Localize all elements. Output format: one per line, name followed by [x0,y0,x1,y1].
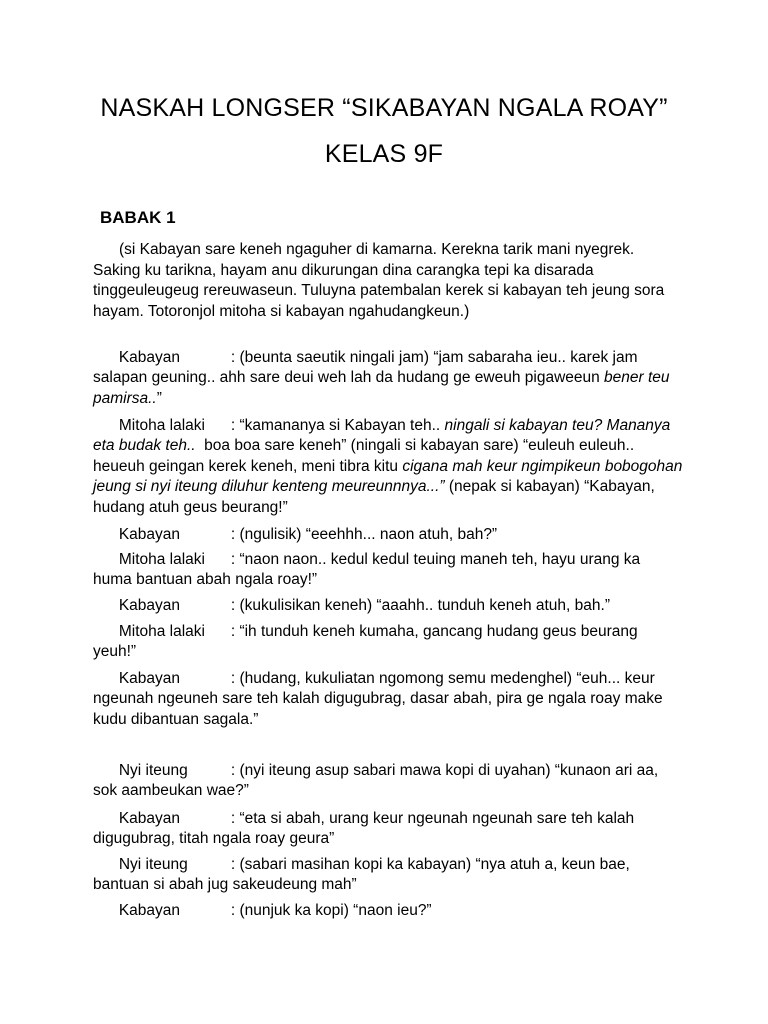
dialogue-line: Kabayan : (nunjuk ka kopi) “naon ieu?” [93,880,683,942]
dialogue-line: Mitoha lalaki : “ih tunduh keneh kumaha, gancang hudang geus beurang yeuh!” [93,622,642,661]
speaker-name: Kabayan [118,669,181,687]
speaker-name: Mitoha lalaki [118,416,205,434]
dialogue-line: Kabayan : (hudang, kukuliatan ngomong semu medenghel) “euh... keur ngeunah ngeuneh sare teh kalah digugubrag, dasar abah, pira ge ngala roay make kudu dibantuan sagala.” [93,669,667,728]
stage-direction: (si Kabayan sare keneh ngaguher di kamarna. Kerekna tarik mani nyegrek. Saking ku tarikna, hayam anu dikurungan dina carangka tepi ka disarada tinggeuleugeug rereuwaseun. Tuluyna patembalan kerek si kabayan teh jeung sora hayam. Totoronjol mitoha si kabayan ngahudangkeun.) [93,241,665,320]
speaker-name: Kabayan [118,348,181,366]
speaker-name: Mitoha lalaki [118,622,205,640]
document-subtitle: KELAS 9F [324,140,444,168]
dialogue-line: Kabayan : (beunta saeutik ningali jam) “jam sabaraha ieu.. karek jam salapan geuning.. ahh sare deui weh lah da hudang ge eweuh pigaweeun bener teu pamirsa..” [93,348,674,407]
speaker-name: Kabayan [118,809,181,827]
speaker-name: Nyi iteung [118,855,188,873]
dialogue-line: Mitoha lalaki : “kamananya si Kabayan teh.. ningali si kabayan teu? Mananya eta budak teh.. boa boa sare keneh” (ningali si kabayan sare) “euleuh euleuh.. heueuh geingan kerek keneh, meni tibra kitu cigana mah keur ngimpikeun bobogohan jeung si nyi iteung diluhur kenteng meureunnnya...” (nepak si kabayan) “Kabayan, hudang atuh geus beurang!” [93,416,687,516]
speaker-name: Mitoha lalaki [118,550,205,568]
section-heading: BABAK 1 [100,208,176,227]
speaker-name: Kabayan [118,525,181,543]
dialogue-line: Kabayan : (kukulisikan keneh) “aaahh.. tunduh keneh atuh, bah.” [93,575,683,637]
dialogue-line: Nyi iteung : (sabari masihan kopi ka kabayan) “nya atuh a, keun bae, bantuan si abah jug sakeudeung mah” [93,855,635,894]
speaker-name: Nyi iteung [118,761,188,779]
dialogue-line: Kabayan : “eta si abah, urang keur ngeunah ngeunah sare teh kalah digugubrag, titah ngala roay geura” [93,809,639,848]
document-title: NASKAH LONGSER “SIKABAYAN NGALA ROAY” [100,94,668,122]
speaker-name: Kabayan [118,901,181,919]
dialogue-line: Mitoha lalaki : “naon naon.. kedul kedul teuing maneh teh, hayu urang ka huma bantuan abah ngala roay!” [93,550,645,589]
dialogue-line: Kabayan : (ngulisik) “eeehhh... naon atuh, bah?” [93,504,683,566]
dialogue-line: Nyi iteung : (nyi iteung asup sabari mawa kopi di uyahan) “kunaon ari aa, sok aambeukan wae?” [93,761,663,800]
speaker-name: Kabayan [118,596,181,614]
